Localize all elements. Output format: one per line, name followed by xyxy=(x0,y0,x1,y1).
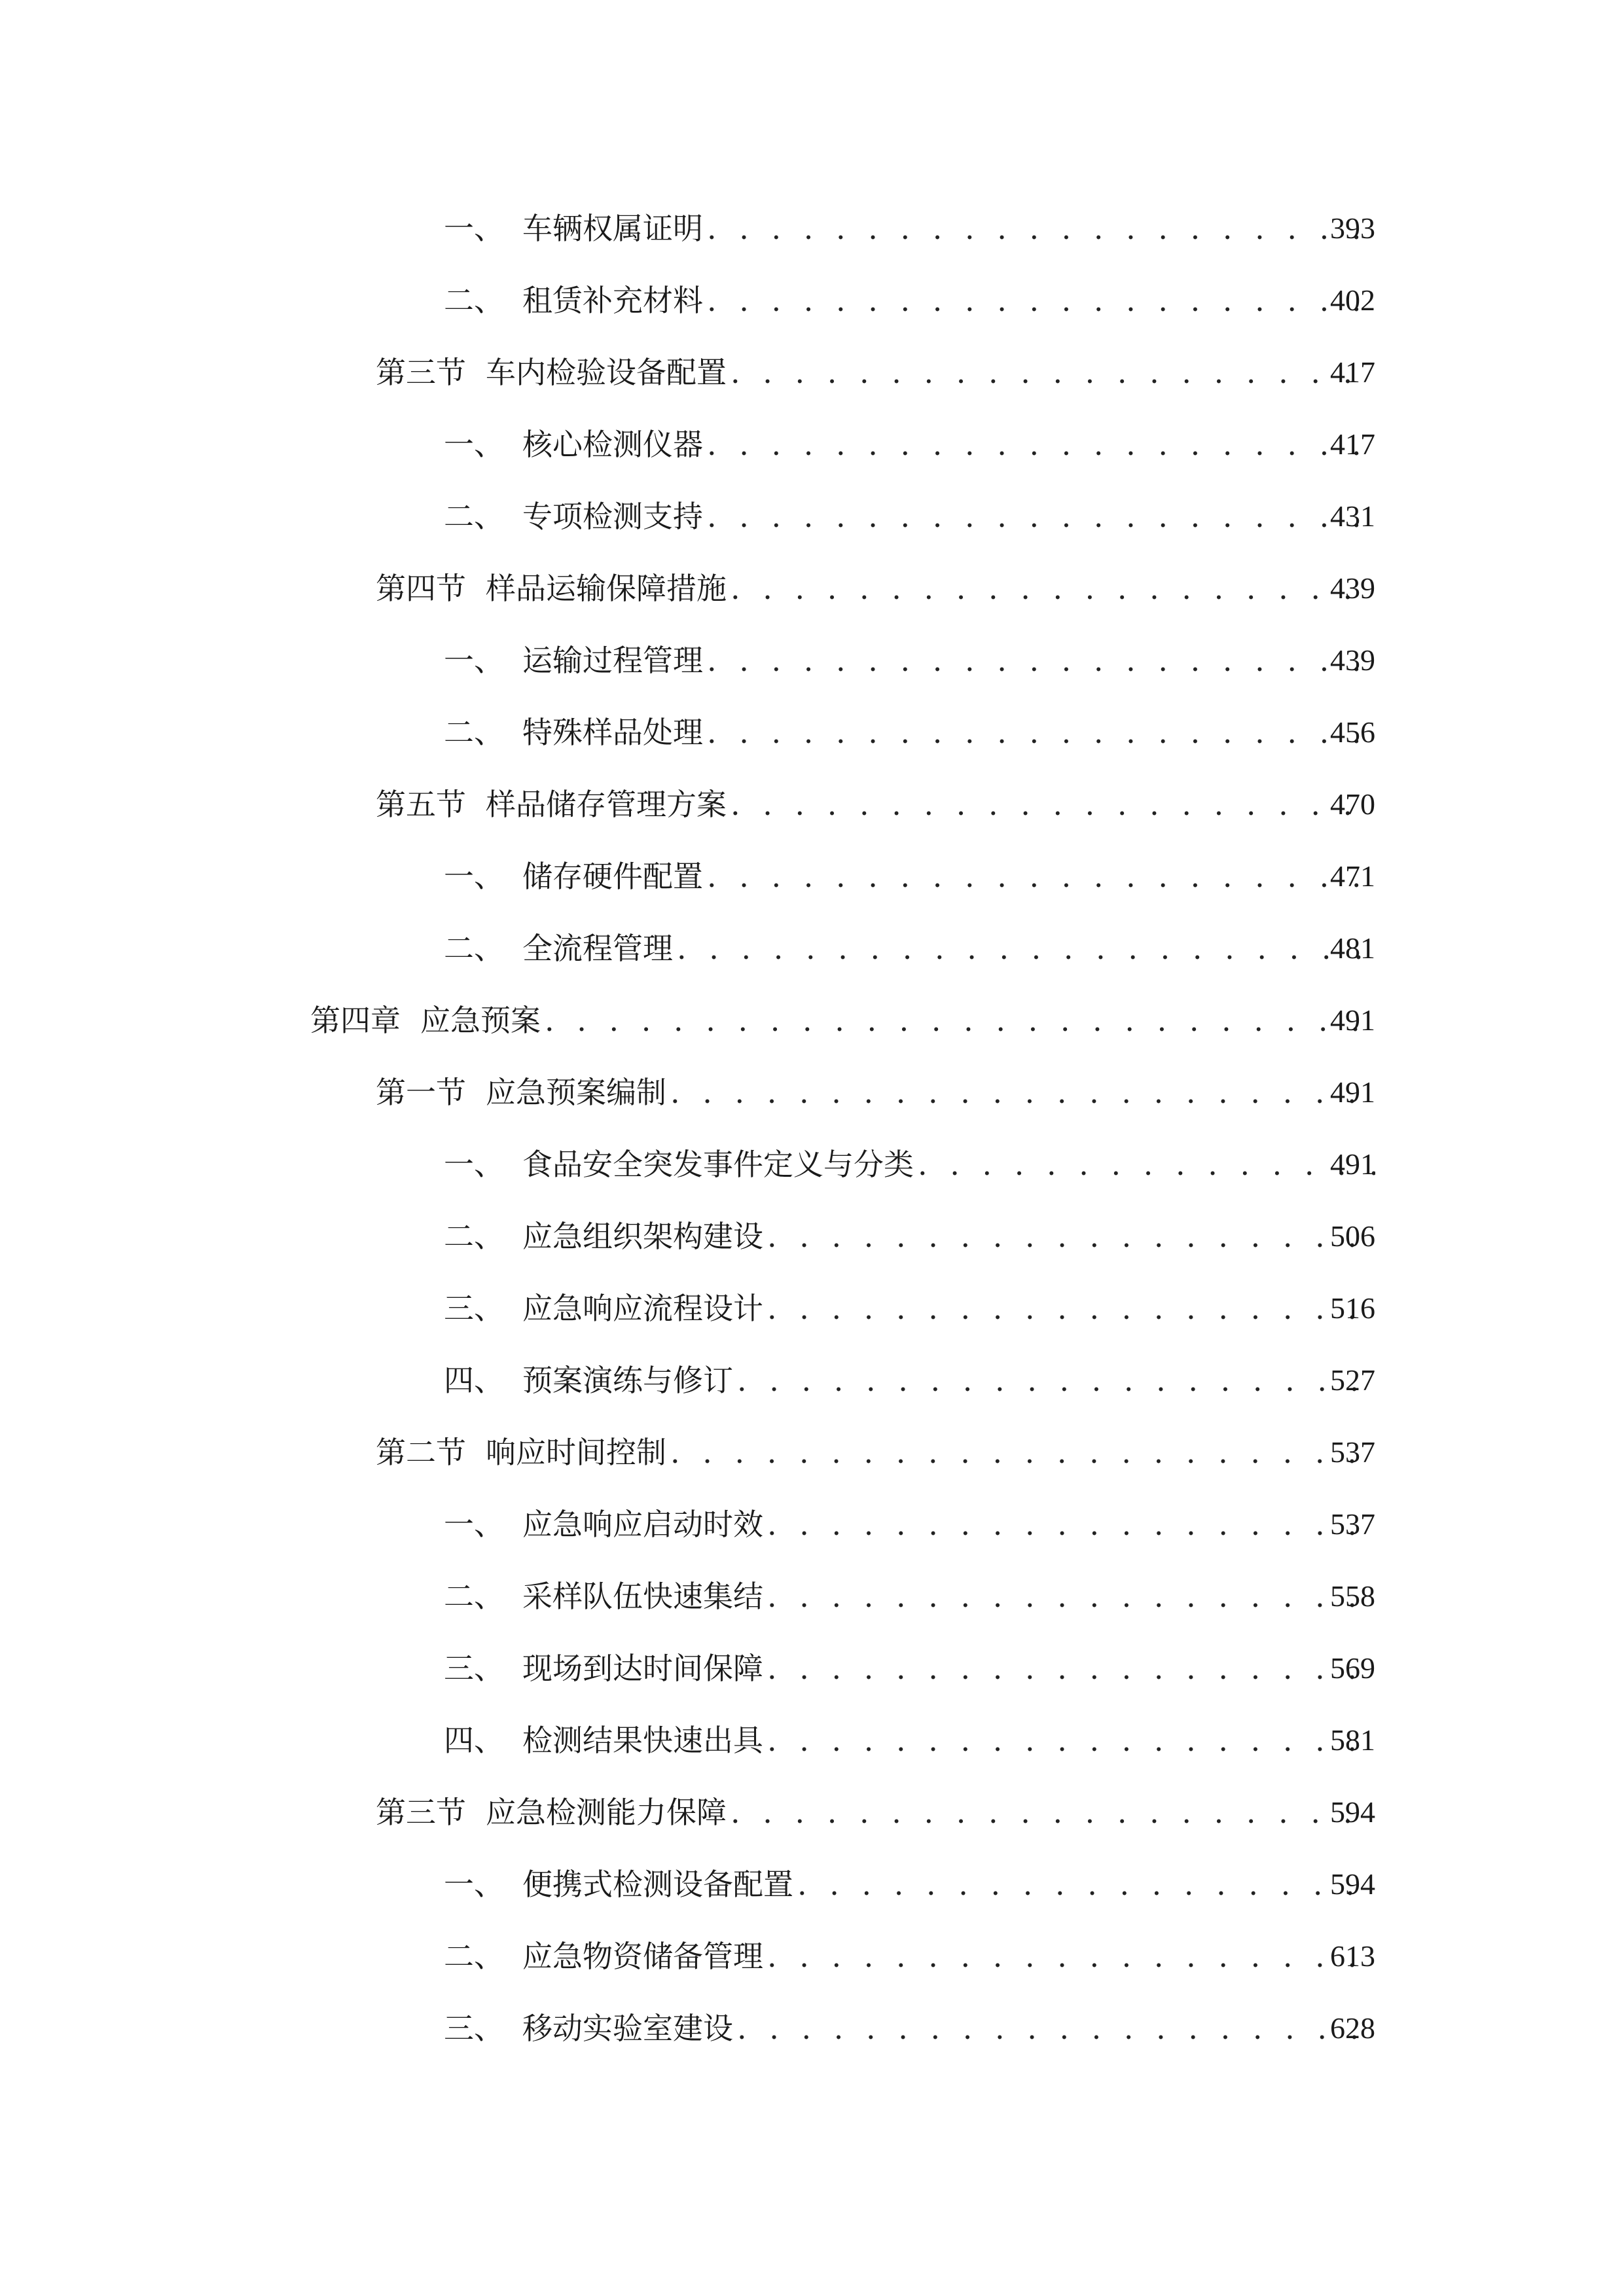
toc-entry-page: 439 xyxy=(1330,571,1375,605)
toc-entry-title: 应急组织架构建设 xyxy=(522,1221,763,1251)
toc-entry[interactable] xyxy=(0,1776,1624,1848)
toc-entry-title: 现场到达时间保障 xyxy=(522,1653,763,1683)
toc-entry-number: 一、 xyxy=(444,645,504,675)
toc-entry-page: 431 xyxy=(1330,499,1375,533)
dot-leader xyxy=(707,717,1375,747)
toc-entry-number: 第四章 xyxy=(310,1005,401,1035)
dot-leader xyxy=(737,2013,1375,2043)
toc-entry-number: 二、 xyxy=(444,285,504,315)
toc-entry-title: 移动实验室建设 xyxy=(522,2013,733,2043)
toc-entry-number: 一、 xyxy=(444,1509,504,1539)
toc-entry-number: 第二节 xyxy=(376,1437,466,1467)
toc-entry-number: 二、 xyxy=(444,1581,504,1611)
toc-entry-title: 专项检测支持 xyxy=(522,501,703,531)
dot-leader xyxy=(707,645,1375,675)
toc-entry-title: 食品安全突发事件定义与分类 xyxy=(522,1149,914,1179)
table-of-contents xyxy=(0,192,1624,2064)
toc-entry[interactable] xyxy=(0,984,1624,1056)
toc-entry-title: 租赁补充材料 xyxy=(522,285,703,315)
dot-leader xyxy=(767,1941,1375,1971)
toc-entry-page: 456 xyxy=(1330,715,1375,749)
toc-entry[interactable] xyxy=(0,1920,1624,1992)
dot-leader xyxy=(767,1725,1375,1755)
dot-leader xyxy=(767,1221,1375,1251)
toc-entry-page: 516 xyxy=(1330,1291,1375,1325)
toc-entry-number: 一、 xyxy=(444,861,504,891)
dot-leader xyxy=(707,501,1375,531)
toc-entry[interactable] xyxy=(0,1560,1624,1632)
dot-leader xyxy=(767,1293,1375,1323)
toc-entry-number: 一、 xyxy=(444,429,504,459)
dot-leader xyxy=(918,1149,1375,1179)
toc-entry-title: 特殊样品处理 xyxy=(522,717,703,747)
toc-entry[interactable] xyxy=(0,1704,1624,1776)
toc-entry-title: 样品储存管理方案 xyxy=(486,789,727,819)
toc-entry-title: 响应时间控制 xyxy=(486,1437,666,1467)
toc-entry-title: 应急响应流程设计 xyxy=(522,1293,763,1323)
dot-leader xyxy=(767,1653,1375,1683)
toc-entry-page: 470 xyxy=(1330,787,1375,821)
toc-entry[interactable] xyxy=(0,768,1624,840)
toc-entry-page: 594 xyxy=(1330,1795,1375,1829)
toc-entry-number: 二、 xyxy=(444,1221,504,1251)
toc-entry-title: 样品运输保障措施 xyxy=(486,573,727,603)
toc-entry[interactable] xyxy=(0,480,1624,552)
dot-leader xyxy=(731,1797,1375,1827)
toc-entry[interactable] xyxy=(0,840,1624,912)
toc-entry-page: 417 xyxy=(1330,427,1375,461)
toc-entry-number: 第一节 xyxy=(376,1077,466,1107)
toc-entry[interactable] xyxy=(0,1344,1624,1416)
toc-entry-page: 491 xyxy=(1330,1075,1375,1109)
dot-leader xyxy=(731,789,1375,819)
toc-entry[interactable] xyxy=(0,1848,1624,1920)
dot-leader xyxy=(670,1437,1375,1467)
toc-entry-title: 预案演练与修订 xyxy=(522,1365,733,1395)
dot-leader xyxy=(797,1869,1375,1899)
toc-entry-title: 应急检测能力保障 xyxy=(486,1797,727,1827)
dot-leader xyxy=(670,1077,1375,1107)
dot-leader xyxy=(767,1509,1375,1539)
toc-entry[interactable] xyxy=(0,696,1624,768)
toc-entry-title: 核心检测仪器 xyxy=(522,429,703,459)
toc-entry[interactable] xyxy=(0,1632,1624,1704)
dot-leader xyxy=(677,933,1375,963)
toc-entry-number: 二、 xyxy=(444,933,504,963)
toc-entry-title: 储存硬件配置 xyxy=(522,861,703,891)
dot-leader xyxy=(731,573,1375,603)
toc-entry-page: 439 xyxy=(1330,643,1375,677)
toc-entry[interactable] xyxy=(0,336,1624,408)
toc-entry-number: 三、 xyxy=(444,1293,504,1323)
toc-entry-number: 一、 xyxy=(444,213,504,243)
toc-entry[interactable] xyxy=(0,264,1624,336)
toc-entry-page: 581 xyxy=(1330,1723,1375,1757)
toc-entry[interactable] xyxy=(0,1056,1624,1128)
toc-entry-page: 491 xyxy=(1330,1147,1375,1181)
toc-entry-title: 应急预案编制 xyxy=(486,1077,666,1107)
toc-entry-title: 车辆权属证明 xyxy=(522,213,703,243)
toc-entry-page: 594 xyxy=(1330,1867,1375,1901)
toc-entry-page: 506 xyxy=(1330,1219,1375,1253)
toc-entry-page: 471 xyxy=(1330,859,1375,893)
toc-entry-number: 二、 xyxy=(444,1941,504,1971)
toc-entry-number: 一、 xyxy=(444,1869,504,1899)
toc-entry-number: 三、 xyxy=(444,1653,504,1683)
toc-entry-page: 417 xyxy=(1330,355,1375,389)
toc-entry-title: 采样队伍快速集结 xyxy=(522,1581,763,1611)
toc-entry[interactable] xyxy=(0,1992,1624,2064)
toc-entry[interactable] xyxy=(0,1416,1624,1488)
toc-entry-page: 569 xyxy=(1330,1651,1375,1685)
toc-entry-number: 四、 xyxy=(444,1725,504,1755)
toc-entry-number: 二、 xyxy=(444,717,504,747)
toc-entry-title: 全流程管理 xyxy=(522,933,673,963)
toc-entry-page: 481 xyxy=(1330,931,1375,965)
toc-entry-page: 628 xyxy=(1330,2011,1375,2045)
toc-entry-page: 537 xyxy=(1330,1507,1375,1541)
dot-leader xyxy=(545,1005,1375,1035)
toc-entry[interactable] xyxy=(0,624,1624,696)
toc-entry-number: 二、 xyxy=(444,501,504,531)
toc-entry[interactable] xyxy=(0,1200,1624,1272)
toc-entry[interactable] xyxy=(0,912,1624,984)
toc-entry-title: 应急物资储备管理 xyxy=(522,1941,763,1971)
toc-entry-page: 558 xyxy=(1330,1579,1375,1613)
dot-leader xyxy=(707,213,1375,243)
toc-entry-page: 393 xyxy=(1330,211,1375,245)
dot-leader xyxy=(707,861,1375,891)
dot-leader xyxy=(737,1365,1375,1395)
toc-entry-number: 一、 xyxy=(444,1149,504,1179)
toc-entry[interactable] xyxy=(0,1272,1624,1344)
toc-entry-title: 便携式检测设备配置 xyxy=(522,1869,793,1899)
dot-leader xyxy=(707,429,1375,459)
toc-entry-title: 应急预案 xyxy=(420,1005,541,1035)
toc-entry-number: 第五节 xyxy=(376,789,466,819)
toc-entry[interactable] xyxy=(0,1488,1624,1560)
toc-entry[interactable] xyxy=(0,552,1624,624)
toc-entry-page: 537 xyxy=(1330,1435,1375,1469)
toc-entry-page: 491 xyxy=(1330,1003,1375,1037)
toc-entry-title: 应急响应启动时效 xyxy=(522,1509,763,1539)
toc-entry-title: 车内检验设备配置 xyxy=(486,357,727,387)
toc-entry-title: 运输过程管理 xyxy=(522,645,703,675)
toc-entry-number: 第三节 xyxy=(376,1797,466,1827)
toc-entry[interactable] xyxy=(0,408,1624,480)
toc-entry-title: 检测结果快速出具 xyxy=(522,1725,763,1755)
toc-entry-page: 402 xyxy=(1330,283,1375,317)
toc-entry-number: 第三节 xyxy=(376,357,466,387)
toc-entry-page: 613 xyxy=(1330,1939,1375,1973)
dot-leader xyxy=(767,1581,1375,1611)
toc-entry-number: 四、 xyxy=(444,1365,504,1395)
dot-leader xyxy=(707,285,1375,315)
toc-entry[interactable] xyxy=(0,1128,1624,1200)
dot-leader xyxy=(731,357,1375,387)
toc-entry-page: 527 xyxy=(1330,1363,1375,1397)
toc-entry-number: 三、 xyxy=(444,2013,504,2043)
toc-entry[interactable] xyxy=(0,192,1624,264)
toc-entry-number: 第四节 xyxy=(376,573,466,603)
